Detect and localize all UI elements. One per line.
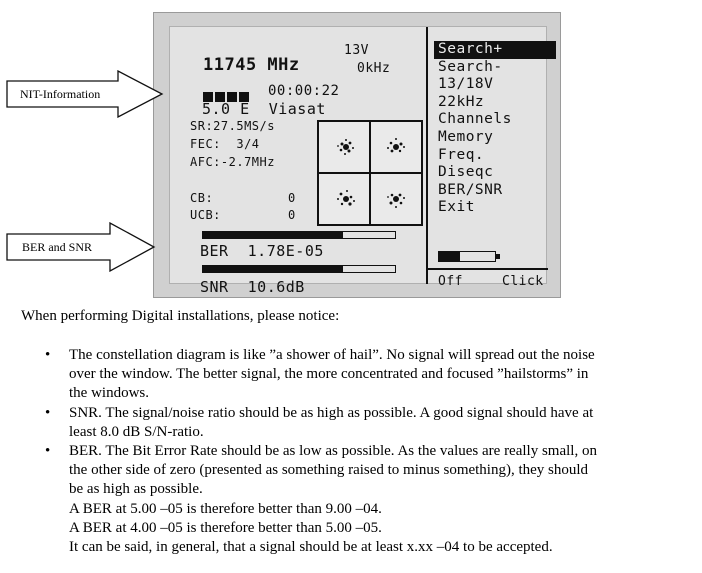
- softkey-off[interactable]: Off: [438, 274, 463, 289]
- intro-text: When performing Digital installations, please notice:: [21, 308, 340, 324]
- note-line: over the window. The better signal, the more concentrated and focused ”hailstorms” in: [69, 366, 589, 383]
- softkey-divider: [428, 268, 548, 270]
- constellation-cluster: [335, 188, 357, 210]
- menu-item[interactable]: Search+: [434, 41, 556, 59]
- lnb-voltage: 13V: [344, 43, 369, 58]
- note-line: be as high as possible.: [69, 481, 203, 498]
- battery-tip: [496, 254, 500, 259]
- menu-item[interactable]: Channels: [438, 111, 512, 128]
- menu-item[interactable]: 22kHz: [438, 93, 485, 110]
- ber-level-bar: [202, 231, 396, 239]
- note-line: least 8.0 dB S/N-ratio.: [69, 423, 204, 440]
- satellite-name: 5.0 E Viasat: [202, 100, 326, 118]
- meter-screenshot: [153, 12, 561, 298]
- menu-item[interactable]: 13/18V: [438, 76, 494, 93]
- note-item: [25, 346, 690, 404]
- constellation-cluster: [385, 188, 407, 210]
- cb-label: CB:: [190, 191, 214, 205]
- menu-item[interactable]: Diseqc: [438, 164, 494, 181]
- cb-value: 0: [288, 191, 296, 205]
- note-line: the other side of zero (presented as something raised to minus something), they should: [69, 462, 589, 479]
- lcd-display: [169, 26, 547, 296]
- tone-readout: 0kHz: [357, 61, 391, 76]
- ucb-value: 0: [288, 208, 296, 222]
- ber-snr-callout: [6, 222, 158, 277]
- note-line: BER. The Bit Error Rate should be as low as possible. As the values are really small, on: [69, 443, 597, 460]
- timer-readout: 00:00:22: [268, 83, 340, 99]
- bullet-icon: •: [45, 443, 51, 460]
- note-line: SNR. The signal/noise ratio should be as high as possible. A good signal should have at: [69, 404, 594, 421]
- notes-list: [25, 346, 690, 557]
- menu-item[interactable]: BER/SNR: [438, 181, 503, 198]
- function-menu: [434, 41, 554, 217]
- menu-item[interactable]: Exit: [438, 199, 475, 216]
- bullet-icon: •: [45, 404, 51, 421]
- note-line: A BER at 4.00 –05 is therefore better than 5.00 –05.: [69, 519, 382, 536]
- note-line: It can be said, in general, that a signal should be at least x.xx –04 to be accepted.: [69, 539, 553, 556]
- nit-information-callout: [6, 70, 166, 123]
- ucb-label: UCB:: [190, 208, 221, 222]
- softkey-click[interactable]: Click: [502, 274, 544, 289]
- menu-item[interactable]: Freq.: [438, 146, 485, 163]
- afc-readout: AFC:-2.7MHz: [190, 155, 275, 169]
- note-line: A BER at 5.00 –05 is therefore better than 9.00 –04.: [69, 500, 382, 517]
- menu-item[interactable]: Search-: [438, 58, 503, 75]
- note-line: the windows.: [69, 385, 149, 402]
- menu-item[interactable]: Memory: [438, 128, 494, 145]
- ber-snr-label: BER and SNR: [22, 240, 93, 254]
- constellation-cluster: [335, 136, 357, 158]
- note-item: [25, 404, 690, 442]
- battery-indicator: [438, 251, 496, 262]
- bullet-icon: •: [45, 347, 51, 363]
- snr-level-bar: [202, 265, 396, 273]
- constellation-diagram: [317, 120, 423, 226]
- constellation-cluster: [385, 136, 407, 158]
- ber-readout: BER 1.78E-05: [200, 242, 324, 260]
- snr-readout: SNR 10.6dB: [200, 278, 305, 296]
- symbol-rate: SR:27.5MS/s: [190, 119, 275, 133]
- menu-divider: [426, 27, 428, 284]
- nit-information-label: NIT-Information: [20, 87, 101, 101]
- note-line: The constellation diagram is like ”a shower of hail”. No signal will spread out the noise: [69, 347, 595, 363]
- fec-readout: FEC: 3/4: [190, 137, 260, 151]
- note-item: [25, 442, 690, 557]
- frequency-readout: 11745 MHz: [203, 55, 300, 75]
